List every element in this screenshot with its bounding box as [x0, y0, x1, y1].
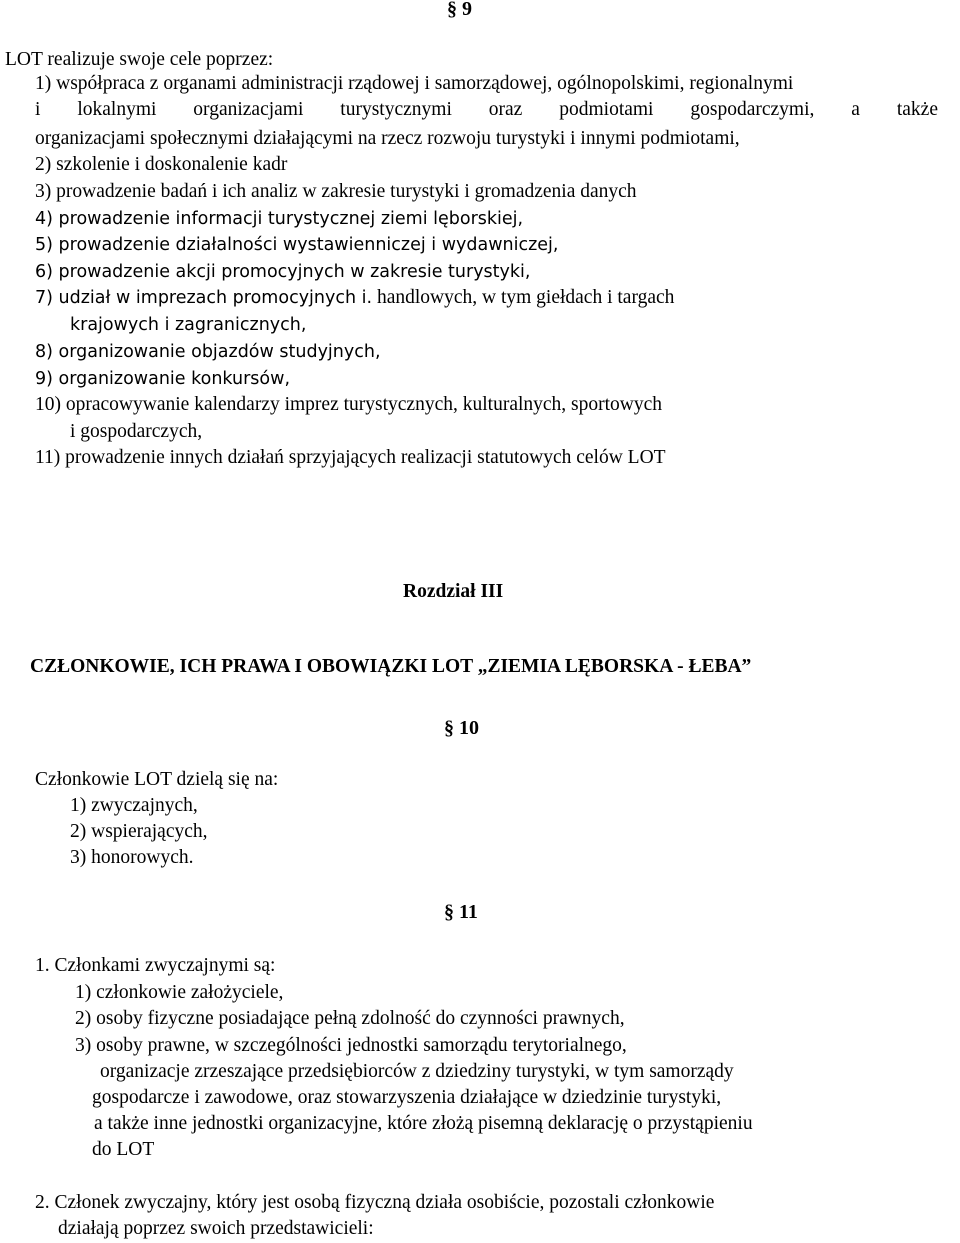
list-item-7-line-1 — [35, 286, 674, 310]
list-item-7-line-2: krajowych i zagranicznych, — [70, 315, 307, 335]
chapter-title: Rozdział III — [403, 581, 504, 602]
paragraph-1-intro: 1. Członkami zwyczajnymi są: — [35, 955, 276, 976]
list-item-2: 2) szkolenie i doskonalenie kadr — [35, 154, 288, 175]
regular-member-item-3-line-2: organizacje zrzeszające przedsiębiorców z dziedziny turystyki, w tym samorządy — [100, 1061, 734, 1082]
regular-member-item-2: 2) osoby fizyczne posiadające pełną zdolność do czynności prawnych, — [75, 1008, 625, 1029]
regular-member-item-3-line-4: a także inne jednostki organizacyjne, które złożą pisemną deklarację o przystąpieniu — [94, 1113, 753, 1134]
member-type-2: 2) wspierających, — [70, 821, 208, 842]
section-10-heading: § 10 — [444, 717, 479, 739]
chapter-subtitle: CZŁONKOWIE, ICH PRAWA I OBOWIĄZKI LOT „ZIEMIA LĘBORSKA - ŁEBA” — [30, 656, 752, 677]
list-item-1-line-1: 1) współpraca z organami administracji rządowej i samorządowej, ogólnopolskimi, regionalnymi — [35, 73, 794, 94]
list-item-9: 9) organizowanie konkursów, — [35, 369, 291, 389]
section-9-intro: LOT realizuje swoje cele poprzez: — [5, 49, 274, 70]
list-item-8: 8) organizowanie objazdów studyjnych, — [35, 342, 381, 362]
regular-member-item-3-line-1: 3) osoby prawne, w szczególności jednostki samorządu terytorialnego, — [75, 1035, 627, 1056]
list-item-10-line-2: i gospodarczych, — [70, 421, 203, 442]
list-item-1-line-2: i lokalnymi organizacjami turystycznymi oraz podmiotami gospodarczymi, a także — [35, 99, 938, 120]
list-item-6: 6) prowadzenie akcji promocyjnych w zakresie turystyki, — [35, 262, 531, 282]
regular-member-item-3-line-5: do LOT — [92, 1139, 155, 1160]
section-9-heading: § 9 — [447, 0, 472, 20]
list-item-11: 11) prowadzenie innych działań sprzyjających realizacji statutowych celów LOT — [35, 447, 666, 468]
regular-member-item-3-line-3: gospodarcze i zawodowe, oraz stowarzyszenia działające w dziedzinie turystyki, — [92, 1087, 722, 1108]
paragraph-2-line-1: 2. Członek zwyczajny, który jest osobą fizyczną działa osobiście, pozostali członkowie — [35, 1192, 715, 1213]
paragraph-2-line-2: działają poprzez swoich przedstawicieli: — [58, 1218, 374, 1239]
regular-member-item-1: 1) członkowie założyciele, — [75, 982, 284, 1003]
member-type-1: 1) zwyczajnych, — [70, 795, 198, 816]
list-item-4: 4) prowadzenie informacji turystycznej ziemi lęborskiej, — [35, 209, 524, 229]
list-item-3: 3) prowadzenie badań i ich analiz w zakresie turystyki i gromadzenia danych — [35, 181, 637, 202]
list-item-7-part-a: 7) udział w imprezach promocyjnych i. — [35, 288, 373, 308]
list-item-1-line-3: organizacjami społecznymi działającymi na rzecz rozwoju turystyki i innymi podmiotami, — [35, 128, 740, 149]
list-item-7-part-b: handlowych, w tym giełdach i targach — [372, 287, 675, 308]
section-11-heading: § 11 — [444, 901, 478, 923]
member-type-3: 3) honorowych. — [70, 847, 194, 868]
section-10-intro: Członkowie LOT dzielą się na: — [35, 769, 279, 790]
list-item-5: 5) prowadzenie działalności wystawienniczej i wydawniczej, — [35, 235, 559, 255]
list-item-10-line-1: 10) opracowywanie kalendarzy imprez turystycznych, kulturalnych, sportowych — [35, 394, 663, 415]
